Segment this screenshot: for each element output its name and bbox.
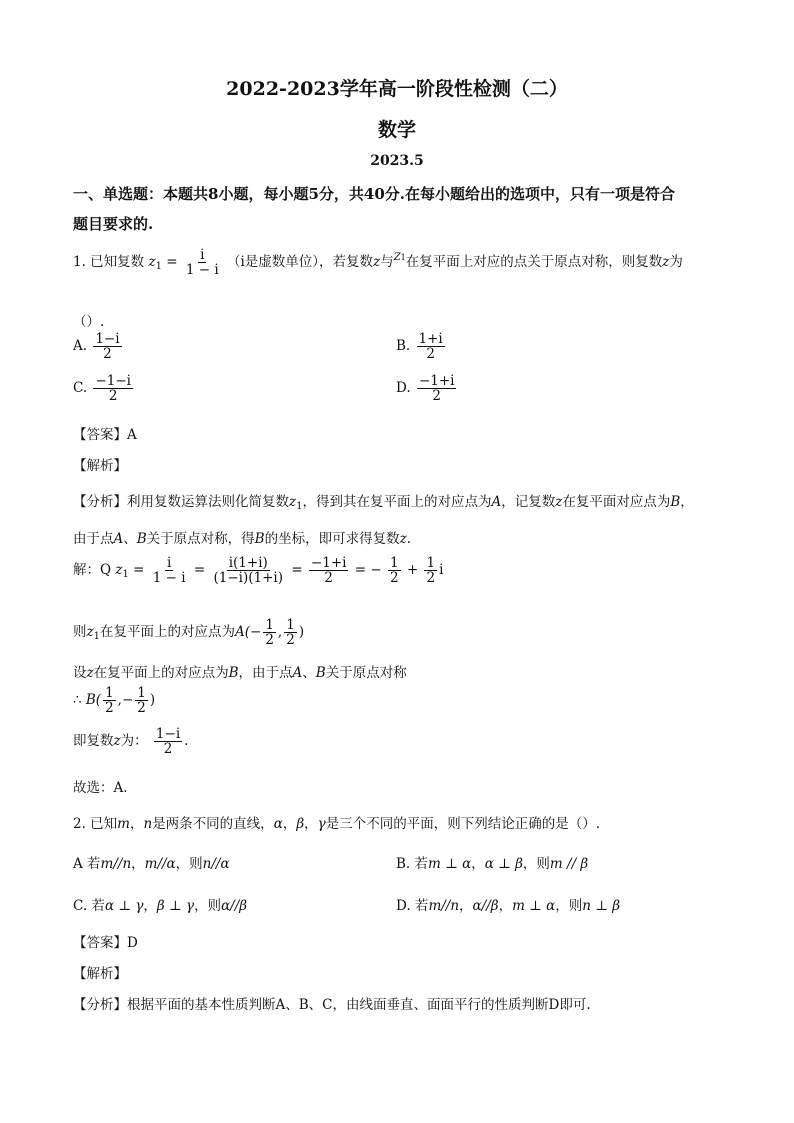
- q1-solution-line4: ∴ B( $\frac{1}{2}$ ,− $\frac{1}{2}$ ): [73, 685, 156, 717]
- q1-option-a: A. $\frac{1-i}{2}$: [73, 331, 120, 363]
- q1-analysis-line2: 由于点A、B关于原点对称，得B的坐标，即可求得复数z.: [73, 531, 412, 547]
- q1-jiexi: 【解析】: [73, 458, 127, 474]
- q1-option-b: B. $\frac{1+i}{2}$: [396, 331, 443, 363]
- q1-analysis-line1: 【分析】利用复数运算法则化简复数$z_1$，得到其在复平面上的对应点为A，记复数z在复平面对应点为B，: [73, 494, 694, 512]
- q2-option-c: C. 若α ⊥ γ，β ⊥ γ，则α//β: [73, 898, 248, 914]
- q2-option-b: B. 若m ⊥ α，α ⊥ β，则m // β: [396, 856, 589, 872]
- z1-fraction: $\frac{i}{1 - i}$: [185, 247, 219, 279]
- q1-option-d: D. $\frac{-1+i}{2}$: [396, 373, 455, 405]
- question-1-stem: 1. 已知复数 $z_1$ = $\frac{i}{1 - i}$ （i是虚数单位），若复数z与$^{Z1}$在复平面上对应的点关于原点对称，则复数z为: [73, 247, 683, 279]
- q2-option-a: A 若m//n，m//α，则n//α: [73, 856, 230, 872]
- q2-analysis: 【分析】根据平面的基本性质判断A、B、C，由线面垂直、面面平行的性质判断D即可.: [73, 997, 591, 1013]
- q1-answer: 【答案】A: [73, 427, 137, 443]
- q1-solution-line5: 即复数z为： $\frac{1-i}{2}$ .: [73, 726, 189, 758]
- subject-title: 数学: [377, 119, 416, 141]
- q2-jiexi: 【解析】: [73, 966, 127, 982]
- q1-paren: （）.: [73, 314, 105, 330]
- q1-solution-equation: 解：Q $z_1$ = $\frac{i}{1 - i}$ = $\frac{i(1+i)}{(1-i)(1+i)}$ = $\frac{-1+i}{2}$ = − $\frac{1}{2}$ + $\frac{1}{2}$ i: [73, 555, 444, 587]
- q2-answer: 【答案】D: [73, 935, 138, 951]
- q1-choose: 故选：A.: [73, 780, 128, 796]
- exam-date: 2023.5: [370, 153, 424, 169]
- section-heading: 一、单选题：本题共8小题，每小题5分，共40分.在每小题给出的选项中，只有一项是符合: [73, 185, 675, 203]
- q1-solution-line3: 设z在复平面上的对应点为B，由于点A、B关于原点对称: [73, 665, 407, 681]
- question-2-stem: 2. 已知m，n是两条不同的直线，α，β，γ是三个不同的平面，则下列结论正确的是（）.: [73, 816, 600, 832]
- q2-option-d: D. 若m//n，α//β，m ⊥ α，则n ⊥ β: [396, 898, 621, 914]
- q1-option-c: C. $\frac{-1-i}{2}$: [73, 373, 131, 405]
- section-heading-cont: 题目要求的.: [73, 215, 154, 233]
- page-title: 2022-2023学年高一阶段性检测（二）: [226, 78, 568, 100]
- q1-number: 1. 已知复数: [73, 254, 145, 271]
- q1-solution-line2: 则$z_1$在复平面上的对应点为A(− $\frac{1}{2}$ , $\frac{1}{2}$ ): [73, 617, 305, 649]
